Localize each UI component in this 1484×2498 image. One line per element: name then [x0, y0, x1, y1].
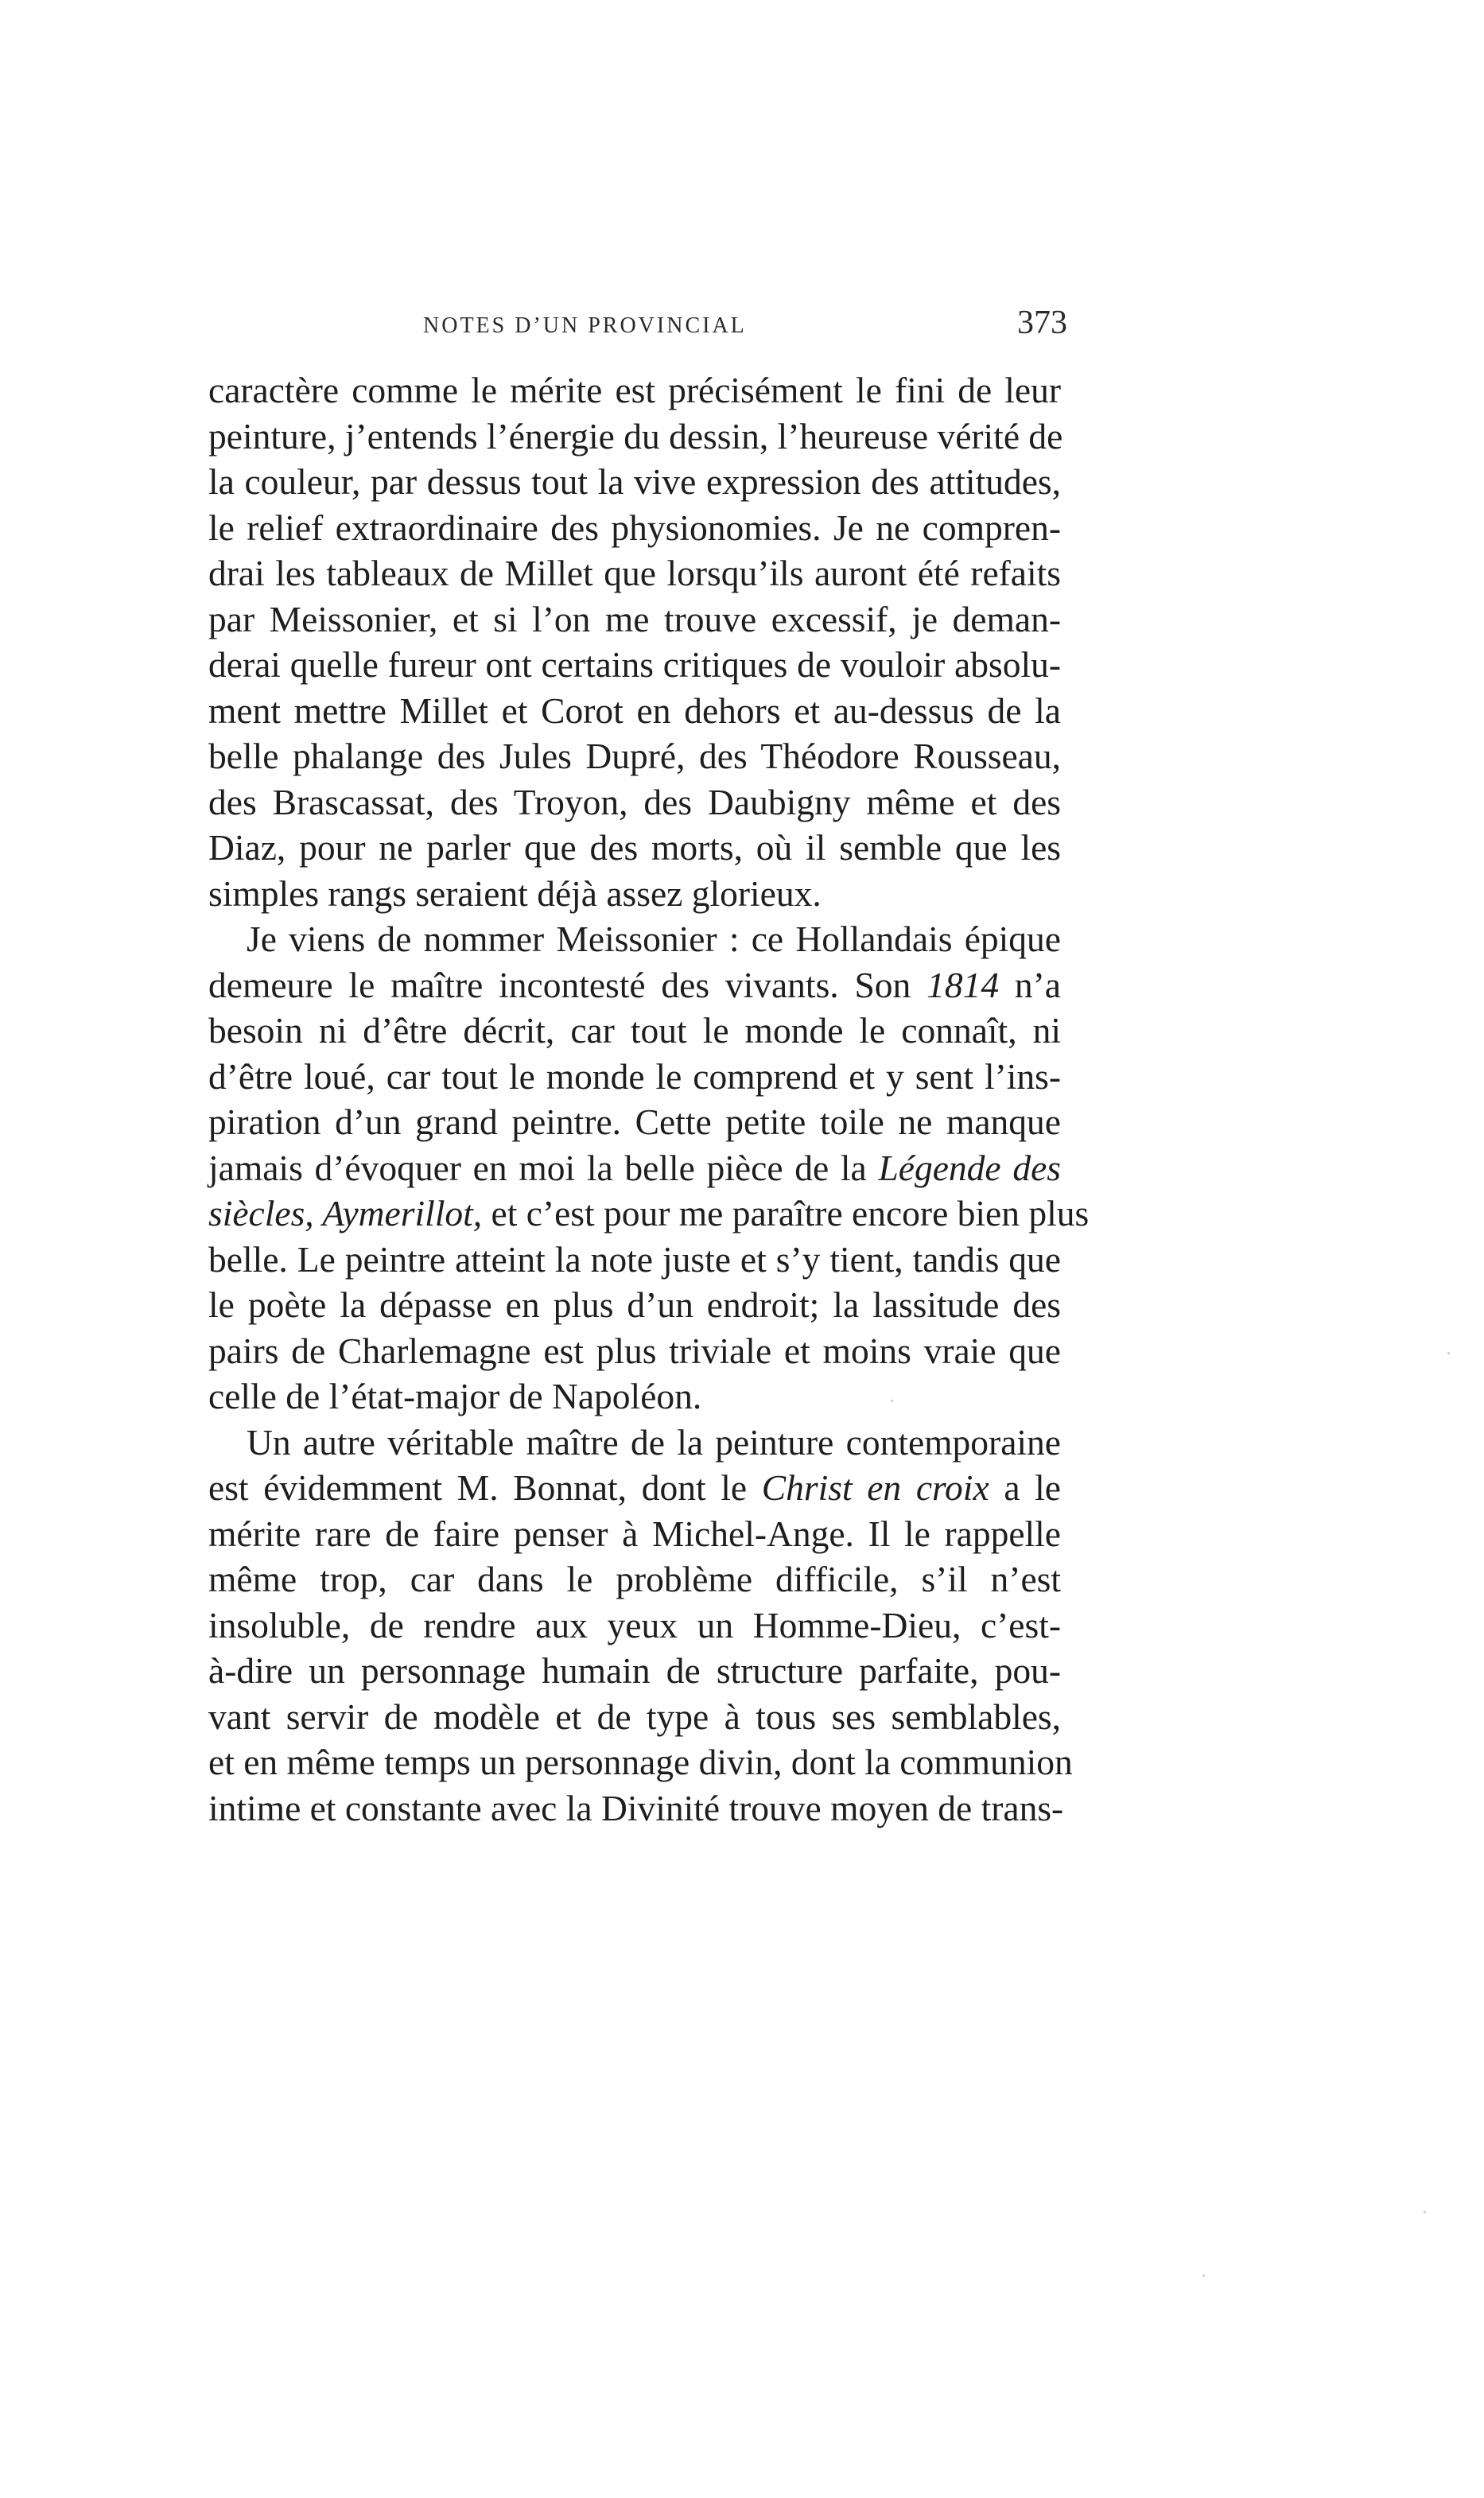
- paragraph-end-line: celle de l’état-major de Napoléon.: [208, 1376, 702, 1416]
- text-segment: n’a: [1014, 964, 1061, 1005]
- text-line: vant servir de modèle et de type à tous ses semblables,: [208, 1696, 1061, 1737]
- text-line: à-dire un personnage humain de structure parfaite, pou-: [208, 1650, 1061, 1691]
- text-line: besoin ni d’être décrit, car tout le monde le connaît, ni: [208, 1010, 1061, 1051]
- text-line: derai quelle fureur ont certains critiques de vouloir absolu-: [208, 644, 1061, 685]
- text-line: des Brascassat, des Troyon, des Daubigny même et des: [208, 781, 1061, 822]
- text-segment: est évidemment M. Bonnat, dont le: [208, 1467, 748, 1508]
- text-line: mérite rare de faire penser à Michel-Ange. Il le rappelle: [208, 1513, 1061, 1554]
- text-line: [208, 1465, 1061, 1511]
- text-line: insoluble, de rendre aux yeux un Homme-Dieu, c’est-: [208, 1604, 1061, 1645]
- paper-speck: [1447, 1352, 1450, 1354]
- text-line: [208, 1191, 1090, 1237]
- page-header: [208, 304, 1067, 352]
- italic-title: Christ en croix: [761, 1467, 989, 1508]
- italic-title: 1814: [927, 964, 1000, 1005]
- text-segment: et c’est pour me paraître encore bien plus: [491, 1193, 1090, 1233]
- text-line: ment mettre Millet et Corot en dehors et au-dessus de la: [208, 690, 1061, 731]
- text-line: caractère comme le mérite est précisément le fini de leur: [208, 370, 1061, 410]
- text-line: [208, 1145, 1061, 1191]
- text-line: même trop, car dans le problème difficile, s’il n’est: [208, 1559, 1061, 1599]
- text-line: belle. Le peintre atteint la note juste et s’y tient, tandis que: [208, 1238, 1061, 1280]
- paper-speck: [1424, 2211, 1426, 2213]
- text-line: par Meissonier, et si l’on me trouve excessif, je deman-: [208, 598, 1061, 639]
- body-text: [208, 367, 1090, 1831]
- text-line: pairs de Charlemagne est plus triviale et moins vraie que: [208, 1330, 1061, 1371]
- text-line: intime et constante avec la Divinité trouve moyen de trans-: [208, 1787, 1064, 1828]
- text-segment: demeure le maître incontesté des vivants. Son: [208, 964, 911, 1005]
- page-number: 373: [1017, 305, 1067, 341]
- text-line: le relief extraordinaire des physionomies. Je ne compren-: [208, 507, 1061, 548]
- text-line: drai les tableaux de Millet que lorsqu’ils auront été refaits: [208, 553, 1061, 593]
- text-line: belle phalange des Jules Dupré, des Théodore Rousseau,: [208, 736, 1061, 776]
- italic-title: siècles, Aymerillot,: [208, 1193, 483, 1233]
- italic-title: Légende des: [878, 1147, 1061, 1188]
- text-line: Diaz, pour ne parler que des morts, où il semble que les: [208, 827, 1061, 868]
- text-line: et en même temps un personnage divin, dont la communion: [208, 1742, 1073, 1782]
- running-title: NOTES D’UN PROVINCIAL: [423, 313, 747, 338]
- paragraph-start-line: Je viens de nommer Meissonier : ce Hollandais épique: [247, 919, 1061, 959]
- paper-speck: [1202, 2275, 1205, 2277]
- text-line: d’être loué, car tout le monde le comprend et y sent l’ins-: [208, 1055, 1061, 1097]
- text-line: le poète la dépasse en plus d’un endroit; la lassitude des: [208, 1284, 1061, 1325]
- text-line: la couleur, par dessus tout la vive expression des attitudes,: [208, 461, 1061, 502]
- paragraph-end-line: simples rangs seraient déjà assez glorieux.: [208, 872, 822, 914]
- text-segment: jamais d’évoquer en moi la belle pièce de la: [208, 1147, 867, 1188]
- text-line: piration d’un grand peintre. Cette petite toile ne manque: [208, 1101, 1061, 1142]
- paragraph-start-line: Un autre véritable maître de la peinture contemporaine: [247, 1421, 1061, 1463]
- text-line: [208, 962, 1061, 1008]
- text-line: peinture, j’entends l’énergie du dessin, l’heureuse vérité de: [208, 415, 1063, 456]
- text-segment: a le: [1004, 1467, 1062, 1508]
- paper-speck: [891, 1400, 893, 1402]
